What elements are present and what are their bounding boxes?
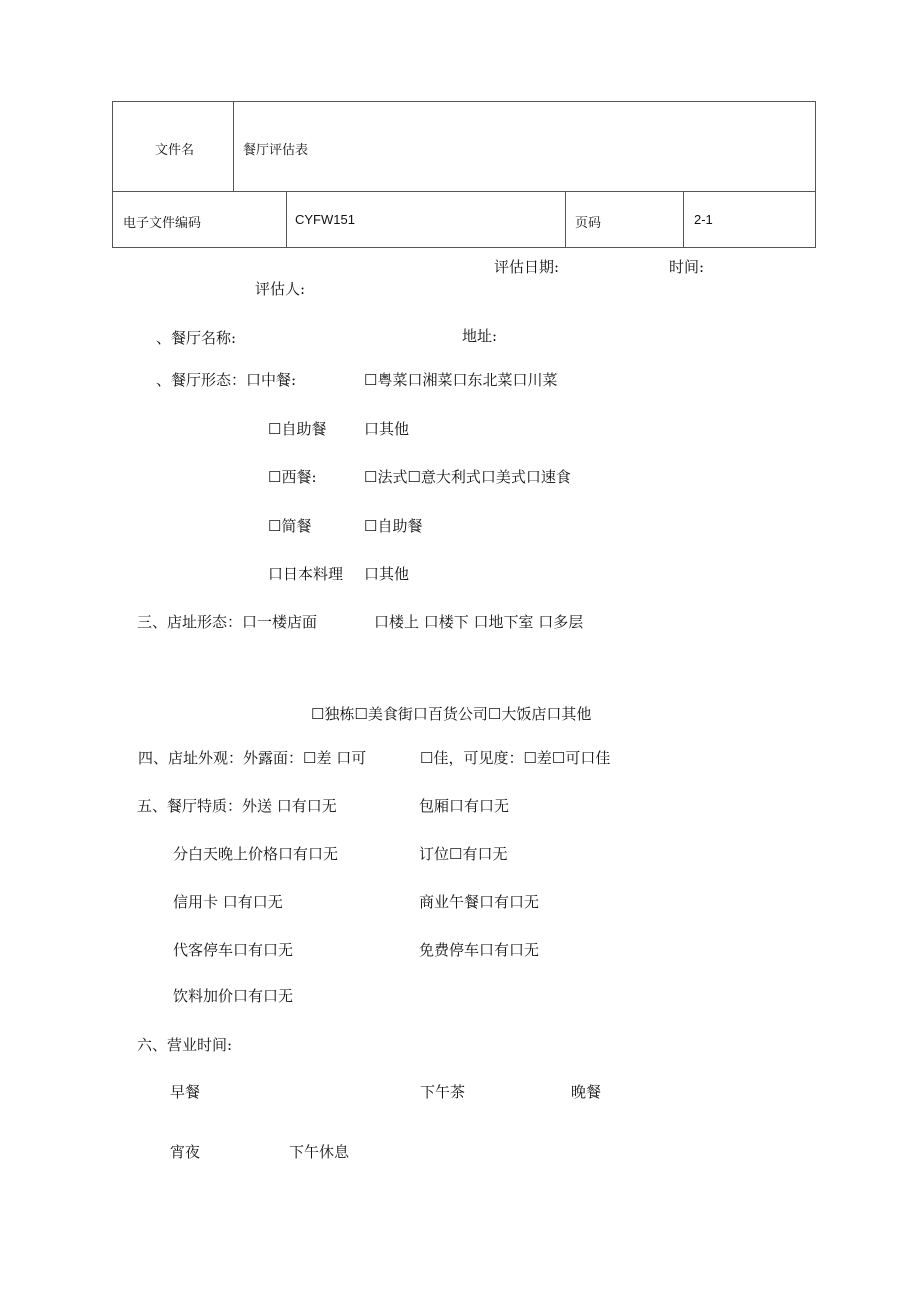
credit-card-option: 信用卡 口有口无: [173, 893, 283, 911]
dinner-label: 晚餐: [571, 1083, 602, 1101]
date-label: 评估日期:: [494, 258, 560, 276]
restaurant-type-label: 、餐厅形态：口中餐:: [156, 371, 297, 389]
address-label: 地址:: [462, 327, 498, 345]
day-night-price-option: 分白天晚上价格口有口无: [173, 845, 339, 863]
time-label: 时间:: [669, 258, 705, 276]
evaluator-label: 评估人:: [255, 280, 306, 298]
drink-surcharge-option: 饮料加价口有口无: [173, 987, 294, 1005]
features-label: 五、餐厅特质：外送 口有口无: [137, 797, 337, 815]
page-value: 2-1: [694, 212, 713, 227]
afternoon-break-label: 下午休息: [289, 1143, 350, 1161]
restaurant-name-label: 、餐厅名称:: [156, 329, 237, 347]
file-name-value: 餐厅评估表: [243, 143, 309, 158]
other-option: 口其他: [364, 420, 410, 438]
page-label: 页码: [575, 216, 602, 231]
reservation-option: 订位☐有口无: [419, 845, 508, 863]
location-type-label: 三、店址形态：口一楼店面: [137, 613, 318, 631]
afternoon-tea-label: 下午茶: [420, 1083, 466, 1101]
appearance-label: 四、店址外观：外露面：☐差 口可: [138, 749, 367, 767]
western-option: ☐西餐:: [268, 468, 317, 486]
business-hours-label: 六、营业时间:: [137, 1036, 233, 1054]
chinese-cuisine-options: ☐粤菜口湘菜口东北菜口川菜: [364, 371, 558, 389]
free-parking-option: 免费停车口有口无: [419, 941, 540, 959]
business-lunch-option: 商业午餐口有口无: [419, 893, 540, 911]
breakfast-label: 早餐: [170, 1083, 201, 1101]
valet-parking-option: 代客停车口有口无: [173, 941, 294, 959]
table-divider: [286, 192, 287, 247]
buffet-option-2: ☐自助餐: [364, 517, 423, 535]
table-divider: [565, 192, 566, 247]
file-name-label: 文件名: [155, 143, 195, 158]
private-room-option: 包厢口有口无: [419, 797, 510, 815]
code-label: 电子文件编码: [123, 216, 202, 231]
buffet-option: ☐自助餐: [268, 420, 327, 438]
western-cuisine-options: ☐法式☐意大利式口美式口速食: [364, 468, 571, 486]
late-night-label: 宵夜: [170, 1143, 201, 1161]
simple-meal-option: ☐简餐: [268, 517, 312, 535]
location-options: 口楼上 口楼下 口地下室 口多层: [374, 613, 584, 631]
table-divider: [683, 192, 684, 247]
other-option-2: 口其他: [364, 565, 410, 583]
table-divider: [113, 191, 815, 192]
visibility-options: ☐佳，可见度：☐差☐可口佳: [420, 749, 611, 767]
location-options-2: ☐独栋☐美食街口百货公司☐大饭店口其他: [311, 705, 592, 723]
code-value: CYFW151: [295, 212, 355, 227]
japanese-option: 口日本料理: [268, 565, 344, 583]
header-table: [112, 101, 816, 248]
table-divider: [233, 102, 234, 192]
